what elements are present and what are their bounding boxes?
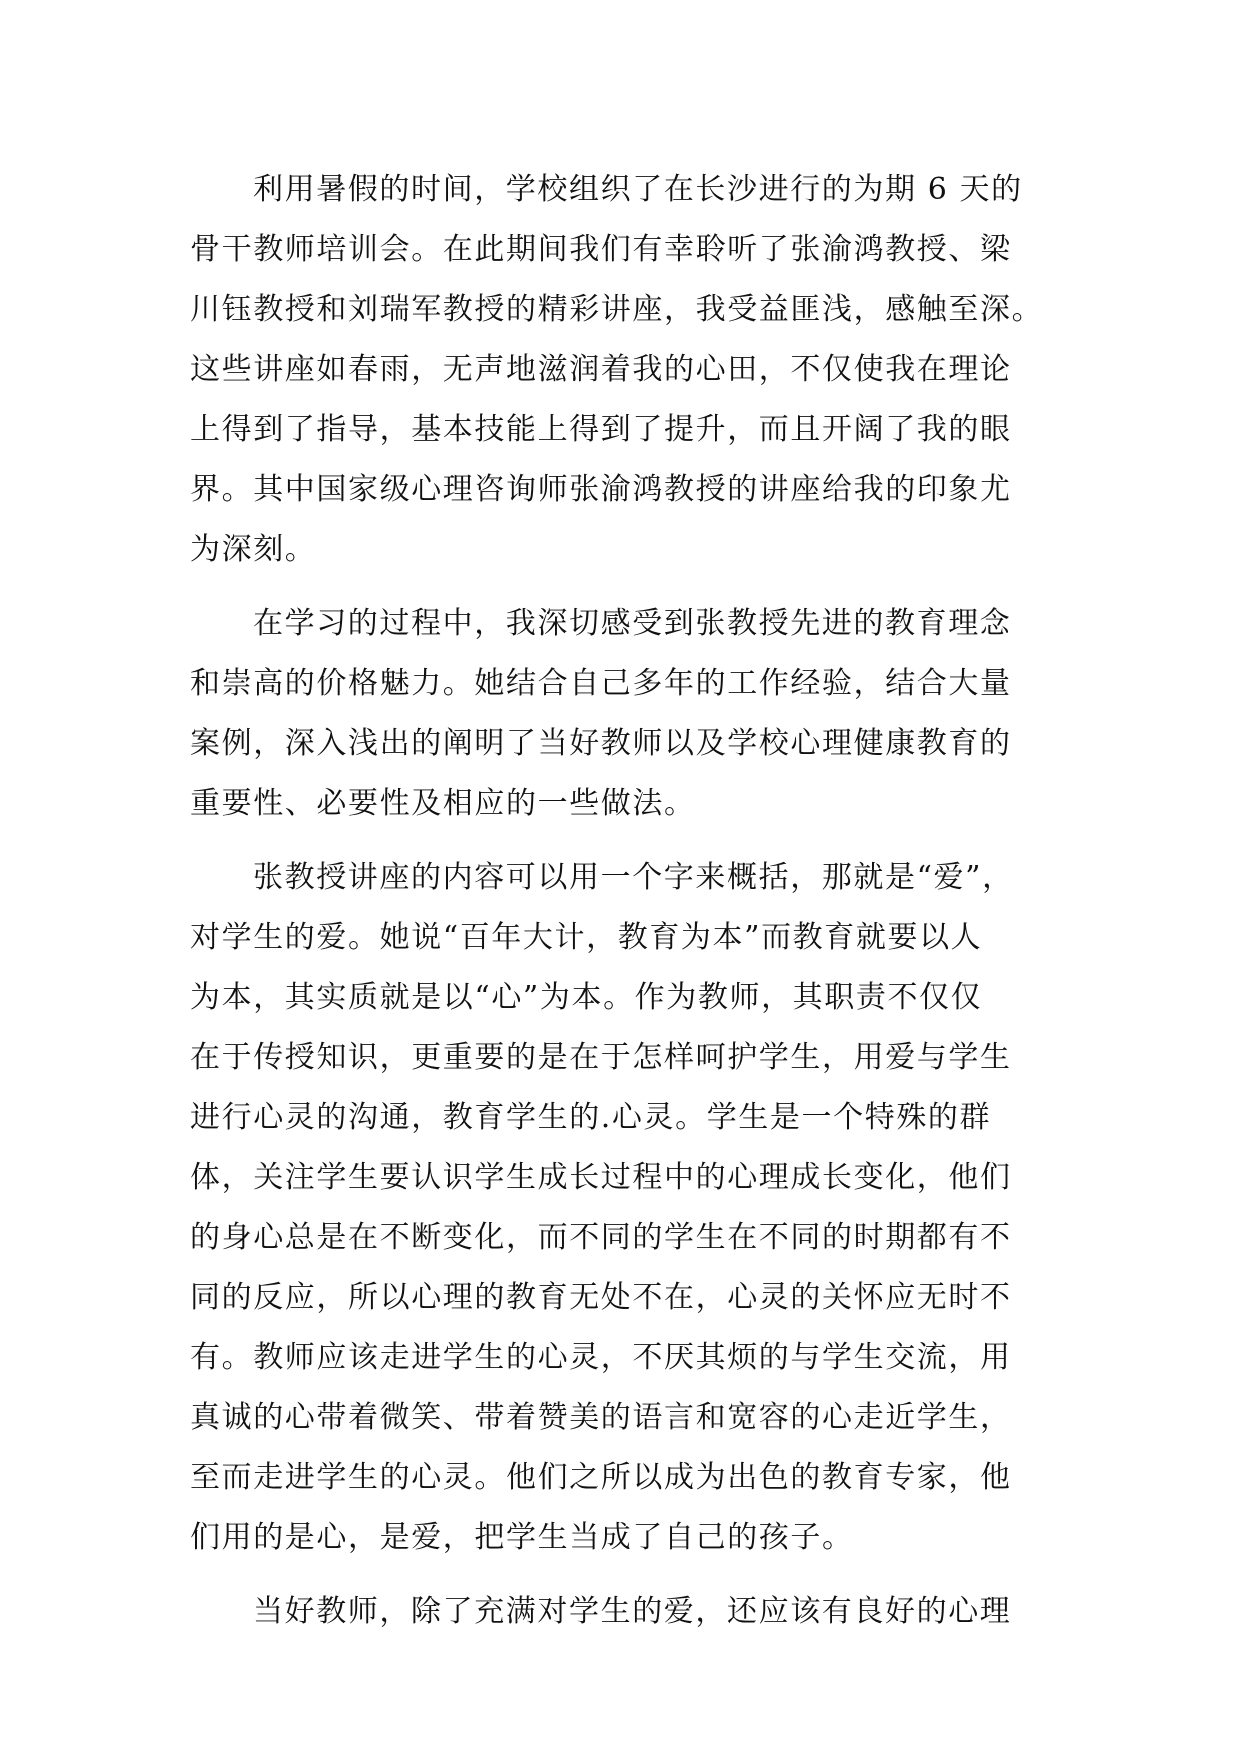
text-line: 在于传授知识，更重要的是在于怎样呵护学生，用爱与学生 xyxy=(190,1040,1012,1075)
text-line: 利用暑假的时间，学校组织了在长沙进行的为期 6 天的 xyxy=(253,172,1023,207)
text-line: 的身心总是在不断变化，而不同的学生在不同的时期都有不 xyxy=(190,1220,1012,1255)
text-line: 真诚的心带着微笑、带着赞美的语言和宽容的心走近学生， xyxy=(190,1400,1012,1435)
text-line: 这些讲座如春雨，无声地滋润着我的心田，不仅使我在理论 xyxy=(190,352,1012,387)
text-line: 案例，深入浅出的阐明了当好教师以及学校心理健康教育的 xyxy=(190,726,1012,761)
paragraph-spacing xyxy=(190,1568,1050,1582)
text-line: 骨干教师培训会。在此期间我们有幸聆听了张渝鸿教授、梁 xyxy=(190,232,1012,267)
text-line: 上得到了指导，基本技能上得到了提升，而且开阔了我的眼 xyxy=(190,412,1012,447)
paragraph-4 xyxy=(190,1582,1050,1642)
paragraph-spacing xyxy=(190,834,1050,848)
text-line: 同的反应，所以心理的教育无处不在，心灵的关怀应无时不 xyxy=(190,1280,1012,1315)
text-line: 重要性、必要性及相应的一些做法。 xyxy=(190,786,696,821)
text-line: 张教授讲座的内容可以用一个字来概括，那就是“爱”， xyxy=(253,860,1014,895)
text-line: 至而走进学生的心灵。他们之所以成为出色的教育专家，他 xyxy=(190,1460,1012,1495)
text-line: 和崇高的价格魅力。她结合自己多年的工作经验，结合大量 xyxy=(190,666,1012,701)
body-text xyxy=(190,160,1050,1642)
text-line: 对学生的爱。她说“百年大计，教育为本”而教育就要以人 xyxy=(190,920,983,955)
text-line: 为本，其实质就是以“心”为本。作为教师，其职责不仅仅 xyxy=(190,980,983,1015)
text-line: 们用的是心，是爱，把学生当成了自己的孩子。 xyxy=(190,1520,854,1555)
text-line: 当好教师，除了充满对学生的爱，还应该有良好的心理 xyxy=(253,1594,1012,1629)
paragraph-3 xyxy=(190,848,1050,1568)
paragraph-1 xyxy=(190,160,1050,580)
text-line: 有。教师应该走进学生的心灵，不厌其烦的与学生交流，用 xyxy=(190,1340,1012,1375)
text-line: 在学习的过程中，我深切感受到张教授先进的教育理念 xyxy=(253,606,1012,641)
text-line: 川钰教授和刘瑞军教授的精彩讲座，我受益匪浅，感触至深。 xyxy=(190,292,1044,327)
text-line: 界。其中国家级心理咨询师张渝鸿教授的讲座给我的印象尤 xyxy=(190,472,1012,507)
paragraph-spacing xyxy=(190,580,1050,594)
text-line: 体，关注学生要认识学生成长过程中的心理成长变化，他们 xyxy=(190,1160,1012,1195)
text-line: 为深刻。 xyxy=(190,532,317,567)
paragraph-2 xyxy=(190,594,1050,834)
text-line: 进行心灵的沟通，教育学生的.心灵。学生是一个特殊的群 xyxy=(190,1100,992,1135)
